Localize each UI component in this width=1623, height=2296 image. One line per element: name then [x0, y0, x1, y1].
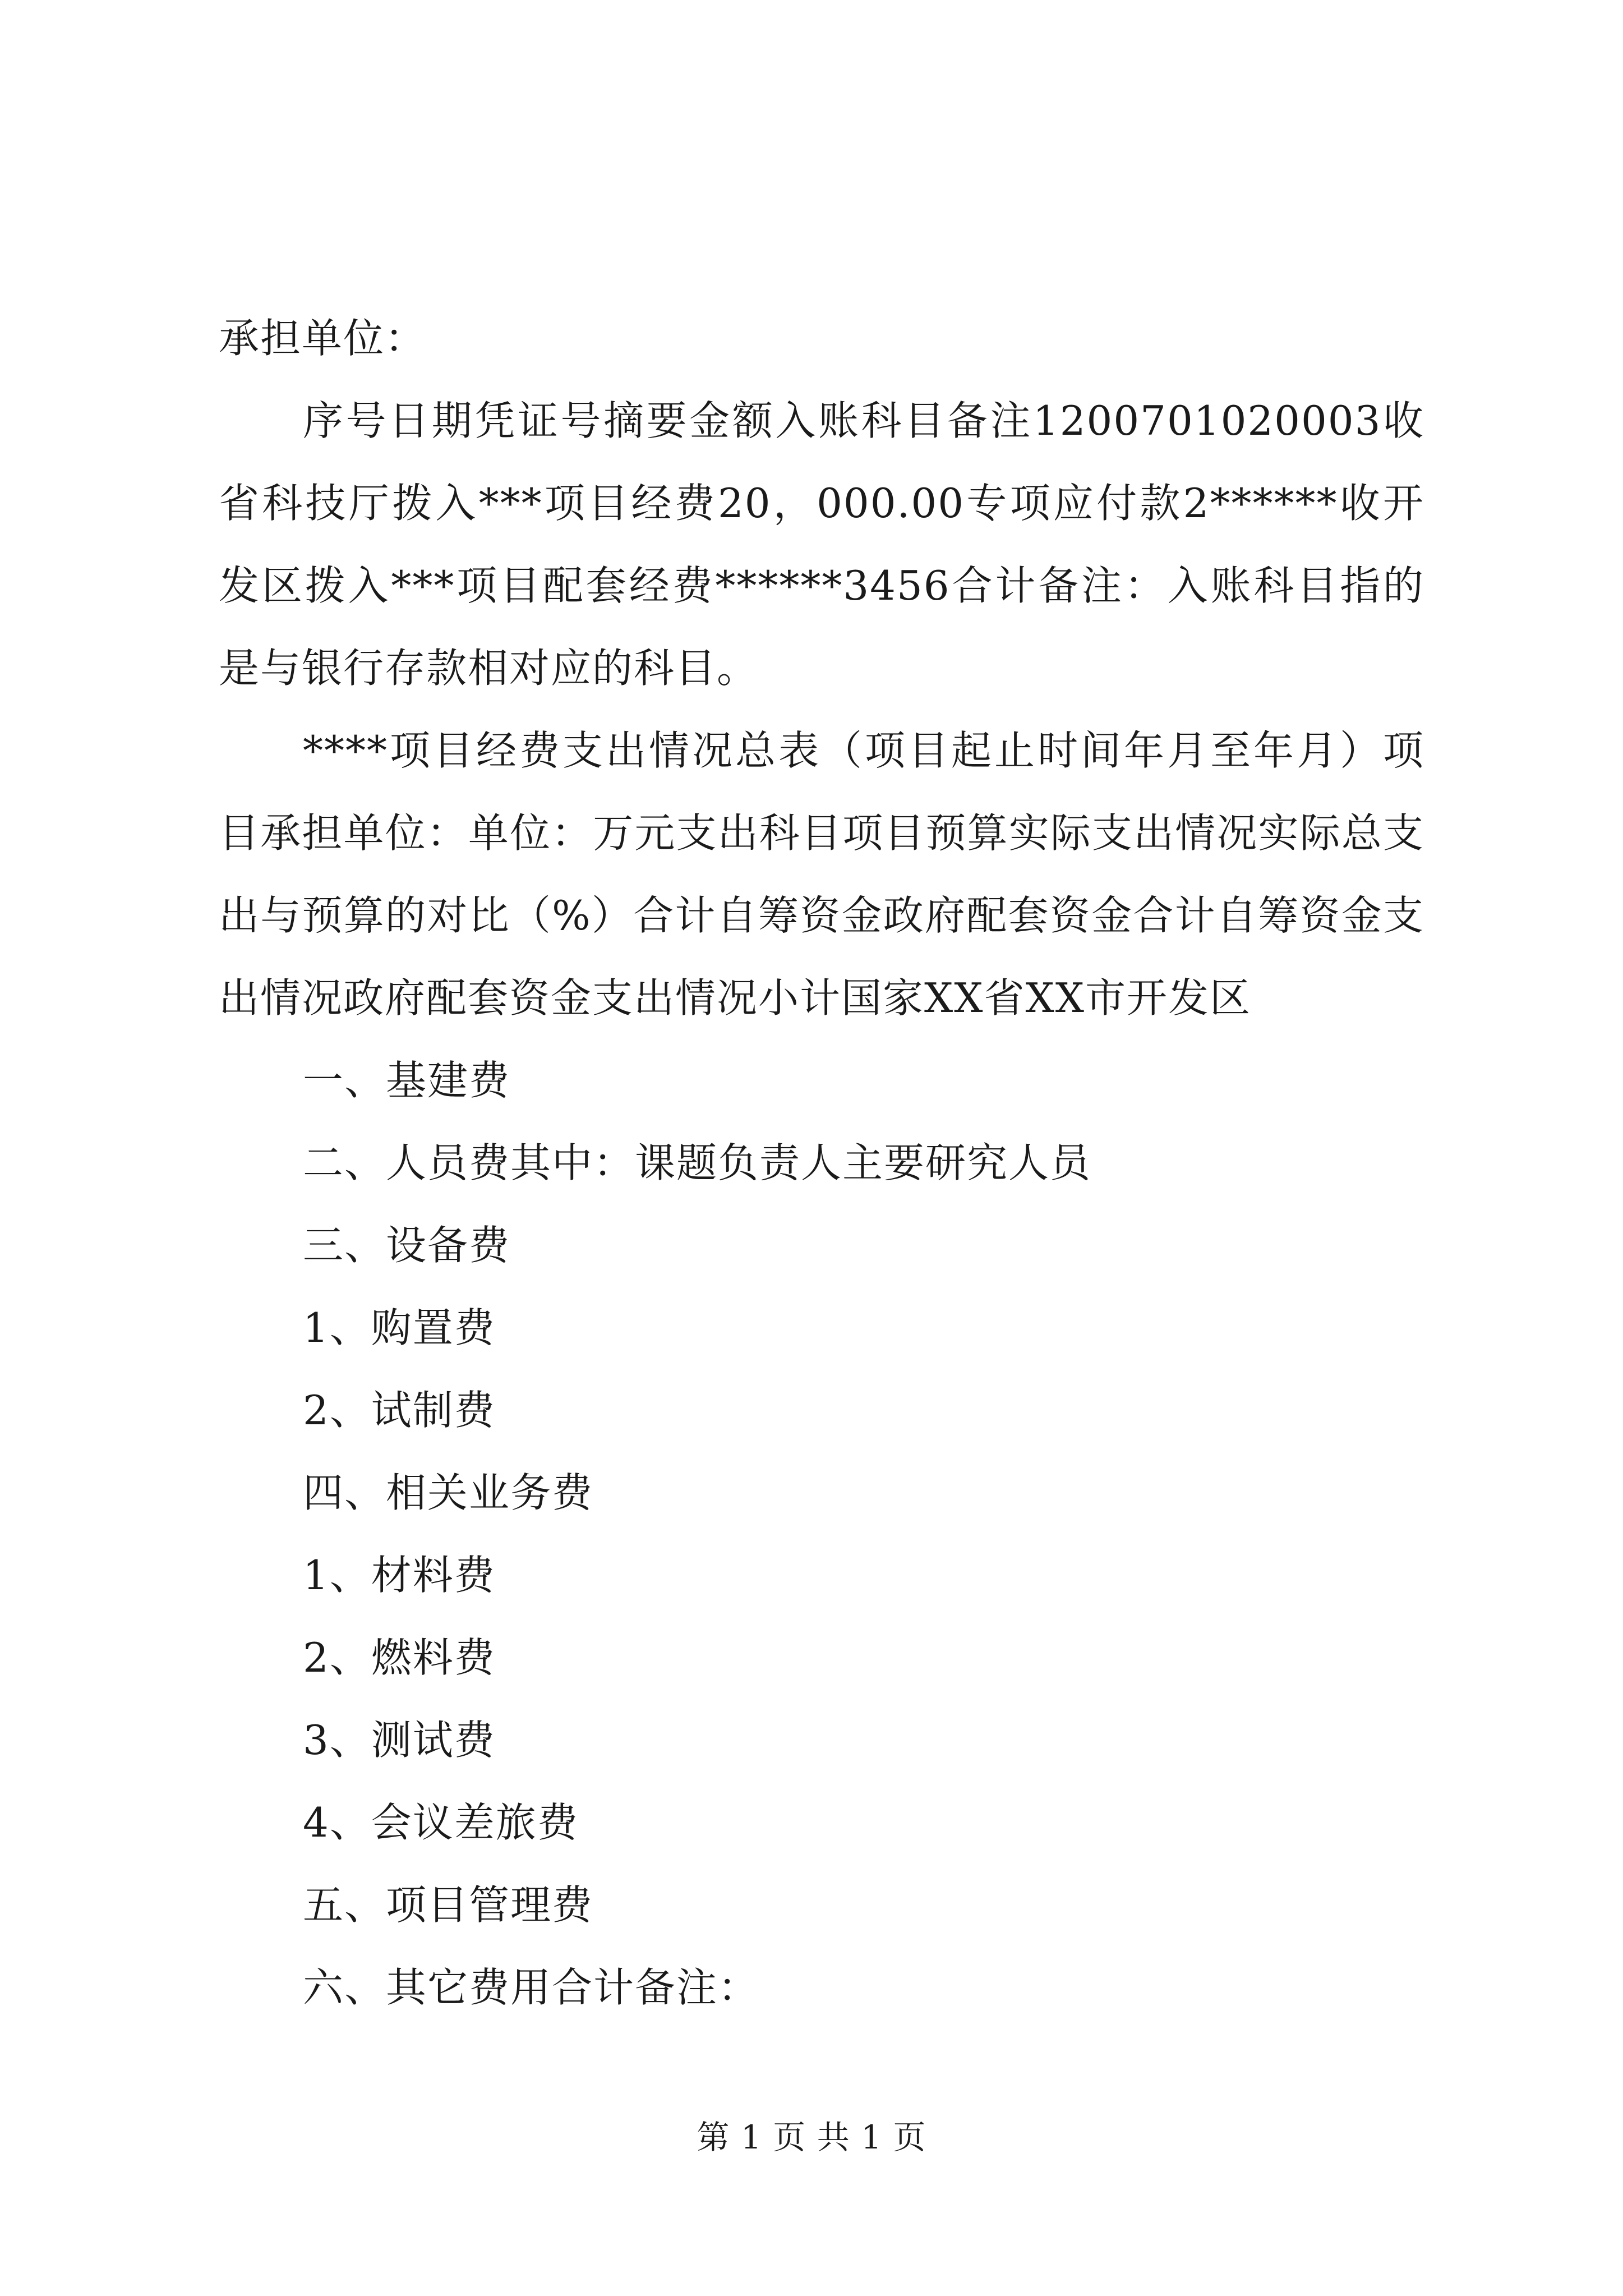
list-item-related-business: 四、相关业务费 [303, 1469, 594, 1516]
expense-summary-paragraph: ****项目经费支出情况总表（项目起止时间年月至年月）项目承担单位：单位：万元支出科目项目预算实际支出情况实际总支出与预算的对比（%）合计自筹资金政府配套资金合计自筹资金支出情况政府配套资金支出情况小计国家XX省XX市开发区 [219, 727, 1424, 1022]
list-item-purchase: 1、购置费 [303, 1304, 496, 1351]
list-item-personnel: 二、人员费其中：课题负责人主要研究人员 [303, 1139, 1092, 1186]
list-item-meeting-travel: 4、会议差旅费 [303, 1799, 579, 1846]
list-item-trial-production: 2、试制费 [303, 1387, 496, 1434]
page-footer: 第 1 页 共 1 页 [697, 2118, 926, 2156]
list-item-fuel: 2、燃料费 [303, 1634, 496, 1681]
list-item-capital-construction: 一、基建费 [303, 1057, 511, 1104]
ledger-paragraph: 序号日期凭证号摘要金额入账科目备注1200701020003收省科技厅拨入***项目经费20，000.00专项应付款2******收开发区拨入***项目配套经费******3456合计备注：入账科目指的是与银行存款相对应的科目。 [219, 397, 1424, 692]
document-body [219, 297, 1424, 2029]
list-item-project-management: 五、项目管理费 [303, 1881, 594, 1929]
list-item-testing: 3、测试费 [303, 1717, 496, 1764]
unit-line: 承担单位： [219, 315, 427, 362]
list-item-materials: 1、材料费 [303, 1552, 496, 1599]
list-item-equipment: 三、设备费 [303, 1222, 511, 1269]
list-item-other-costs: 六、其它费用合计备注： [303, 1964, 760, 2011]
